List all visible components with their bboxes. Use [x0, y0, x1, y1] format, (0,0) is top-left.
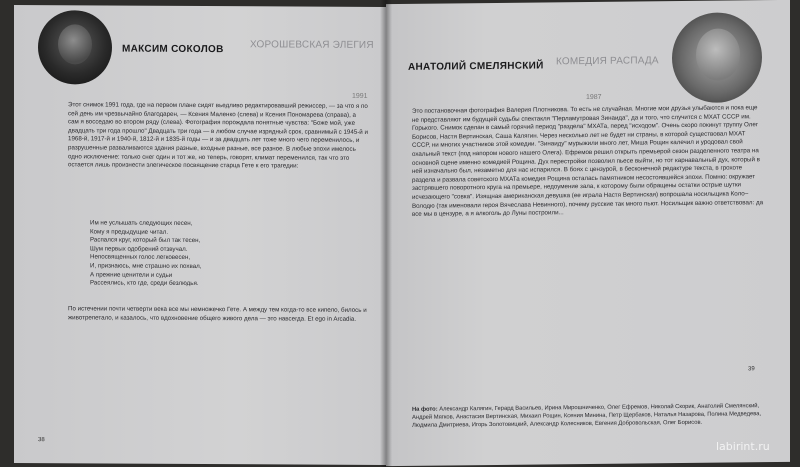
author-portrait-left [38, 10, 112, 84]
paragraph: Этот снимок 1991 года, где на первом плане сидят вьедливо редактировавший режиссер, — за что я по сей день им чрезвычайно благодарен, — Ксения Маленко (слева) и Ксения Пономарева (справа), а сам я восседаю во втором ряду (слева). Фотография порождала понятные чувства: "Боже мой, уже двадцать три года прошло" Двадцать три года — в любом случае изрядный срок, сравнимый с 1945-й и 1968-й, 1917-й и 1940-й, 1812-й и 1835-й годы — и за двадцать лет тоже много чего переменилось, и разрушенные разваливаются здания разные, входные разные, все разное. В любые эпохи имелось одно исключение: только снег один и тот же, но теперь, говорят, климат переменился, так что это остается лишь произнести элегическое посвящение старца Гете к его трагедии: [68, 101, 368, 170]
author-name-left: МАКСИМ СОКОЛОВ [122, 43, 224, 56]
poem-line: Кому я предыдущие читал. [90, 228, 169, 236]
caption-label: На фото: [412, 406, 438, 413]
left-page [14, 5, 386, 465]
poem-line: Рассеялись, кто где, среди безлюдья. [90, 279, 199, 288]
page-number-left: 38 [38, 437, 45, 444]
essay-title-right: КОМЕДИЯ РАСПАДА [556, 55, 659, 68]
poem-line: Шум первых одобрений отзвучал. [90, 245, 188, 253]
closing-paragraph: По истечении почти четверти века все мы немножечко Гете. А между тем когда-то все кипело, билось и животрепетало, и казалось, что вдохновение общего живого дела — это навсегда. Et ego in Arcadia. [68, 305, 367, 323]
year-left: 1991 [352, 92, 368, 100]
paragraph: Это постановочная фотография Валерия Плотникова. То есть не случайная. Многие мои друзья улыбаются и пока еще не представляют им будущей судьбы спектакля "Перламутровая Зинаида", да и того, что случится с МХАТ СССР им. Горького. Снимок сделан в самый горячий период "раздела" МХАТа, перед "исходом". Очень скоро покинут труппу Олег Борисов, Настя Вертинская, Саша Калягин. Через несколько лет не будет ни страны, в которой существовал МХАТ СССР, ни многих участников этой комедии. "Зинаиду" мурыжили много лет, Миша Рощин калечил и уродовал свой охальный текст (под напором нового нашего Олега). Ефремов решил открыть премьерой сезон разделенного театра на основной сцене именно комедией Рощина. Дух перестройки позволил пьесе выйти, но тот карнавальный дух, который в ней изначально был, незаметно для нас испарился. В боях с цензурой, в бесконечной редактуре текста, в грохоте раздела и развала советского МХАТа комедия Рощина осталась памятником несостоявшейся эпохи. Помню: окружает застрявшего поворотного круга на премьере, недоумение зала, к которому были обращены остатки острые шутки исчезающего "совка". Изящная американская девушка (ее играла Настя Вертинская) вопрошала носильщика Коло–Володю (так именовали героя Вячеслава Невинного), почему русские так много пьют. Носильщик важно ответствовал: да все мы в цензуре, а я алкоголь до Луны построили... [412, 104, 764, 218]
year-right: 1987 [586, 93, 602, 102]
poem-line: Распался круг, который был так тесен, [90, 236, 201, 245]
essay-title-left: ХОРОШЕВСКАЯ ЭЛЕГИЯ [250, 39, 374, 51]
essay-body-left [68, 101, 368, 171]
photo-caption [412, 402, 764, 430]
right-page [386, 0, 790, 466]
poem-line: А прежние ценители и судьи [90, 270, 173, 279]
poem-line: Непосвященных голос легковесен, [90, 253, 191, 262]
poem-line: Им не услышать следующих песен, [90, 219, 193, 227]
author-portrait-right [672, 12, 762, 103]
poem [90, 219, 201, 288]
caption-text: Александр Калягин, Герард Васильев, Ирина Мирошниченко, Олег Ефремов, Николай Скорик, Анатолий Смелянский, Андрей Мягков, Анастасия Вертинская, Михаил Рощин, Ксения Минина, Петр Щербаков, Наталья Назарова, Полина Медведева, Людмила Дмитриева, Игорь Золотовицкий, Александр Колесников, Евгения Добровольская, Олег Борисов. [412, 403, 762, 429]
page-number-right: 39 [748, 366, 755, 373]
author-name-right: АНАТОЛИЙ СМЕЛЯНСКИЙ [408, 60, 544, 73]
watermark: labirint.ru [716, 440, 770, 453]
poem-line: И, признаюсь, мне страшно их похвал, [90, 262, 202, 270]
essay-body-right [412, 104, 764, 219]
book-spine-shadow [380, 0, 392, 467]
